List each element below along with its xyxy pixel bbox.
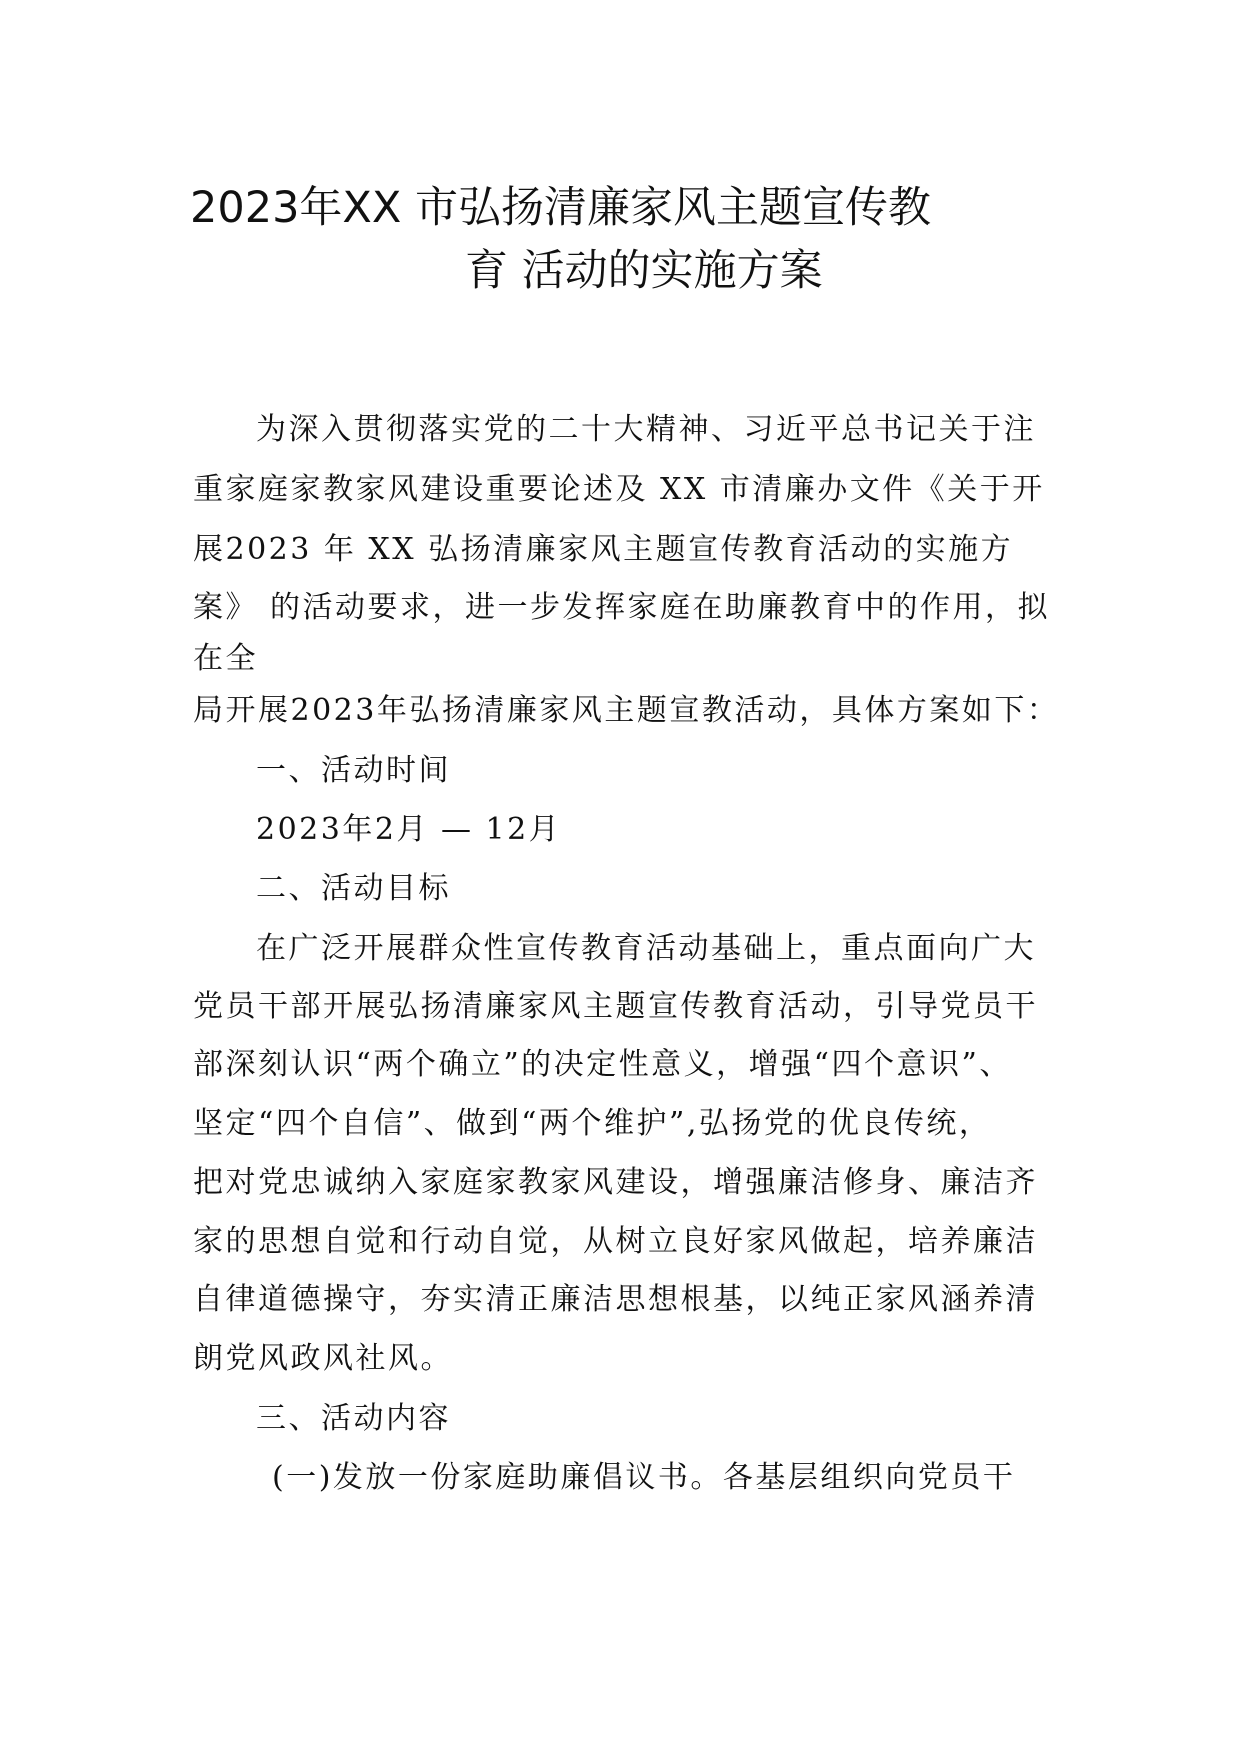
intro-paragraph-line: 局开展2023年弘扬清廉家风主题宣教活动，具体方案如下：: [193, 693, 1060, 728]
intro-paragraph-line: 重家庭家教家风建设重要论述及 XX 市清廉办文件《关于开: [193, 472, 1045, 507]
goal-paragraph-line: 朗党风政风社风。: [193, 1341, 453, 1376]
intro-paragraph-line: 案》 的活动要求，进一步发挥家庭在助廉教育中的作用，拟: [193, 590, 1051, 625]
goal-paragraph-line: 自律道德操守，夯实清正廉洁思想根基，以纯正家风涵养清: [193, 1282, 1038, 1317]
section-heading-goal: 二、活动目标: [256, 871, 451, 906]
section-heading-content: 三、活动内容: [256, 1401, 451, 1436]
goal-paragraph-line: 在广泛开展群众性宣传教育活动基础上，重点面向广大: [256, 931, 1036, 966]
document-title-line-1: 2023年XX 市弘扬清廉家风主题宣传教: [190, 183, 932, 233]
goal-paragraph-line: 部深刻认识“两个确立”的决定性意义，增强“四个意识”、: [193, 1047, 1012, 1082]
goal-paragraph-line: 把对党忠诚纳入家庭家教家风建设，增强廉洁修身、廉洁齐: [193, 1165, 1038, 1200]
goal-paragraph-line: 坚定“四个自信”、做到“两个维护”,弘扬党的优良传统，: [193, 1106, 992, 1141]
intro-paragraph-line: 展2023 年 XX 弘扬清廉家风主题宣传教育活动的实施方: [193, 532, 1014, 567]
document-title-line-2: 育 活动的实施方案: [465, 246, 823, 296]
intro-paragraph-line: 为深入贯彻落实党的二十大精神、习近平总书记关于注: [256, 412, 1036, 447]
activity-time-text: 2023年2月 — 12月: [256, 812, 562, 847]
content-item-1: (一)发放一份家庭助廉倡议书。各基层组织向党员干: [272, 1460, 1016, 1495]
goal-paragraph-line: 家的思想自觉和行动自觉，从树立良好家风做起，培养廉洁: [193, 1224, 1038, 1259]
goal-paragraph-line: 党员干部开展弘扬清廉家风主题宣传教育活动，引导党员干: [193, 989, 1038, 1024]
intro-paragraph-line: 在全: [193, 641, 258, 676]
section-heading-time: 一、活动时间: [256, 753, 451, 788]
